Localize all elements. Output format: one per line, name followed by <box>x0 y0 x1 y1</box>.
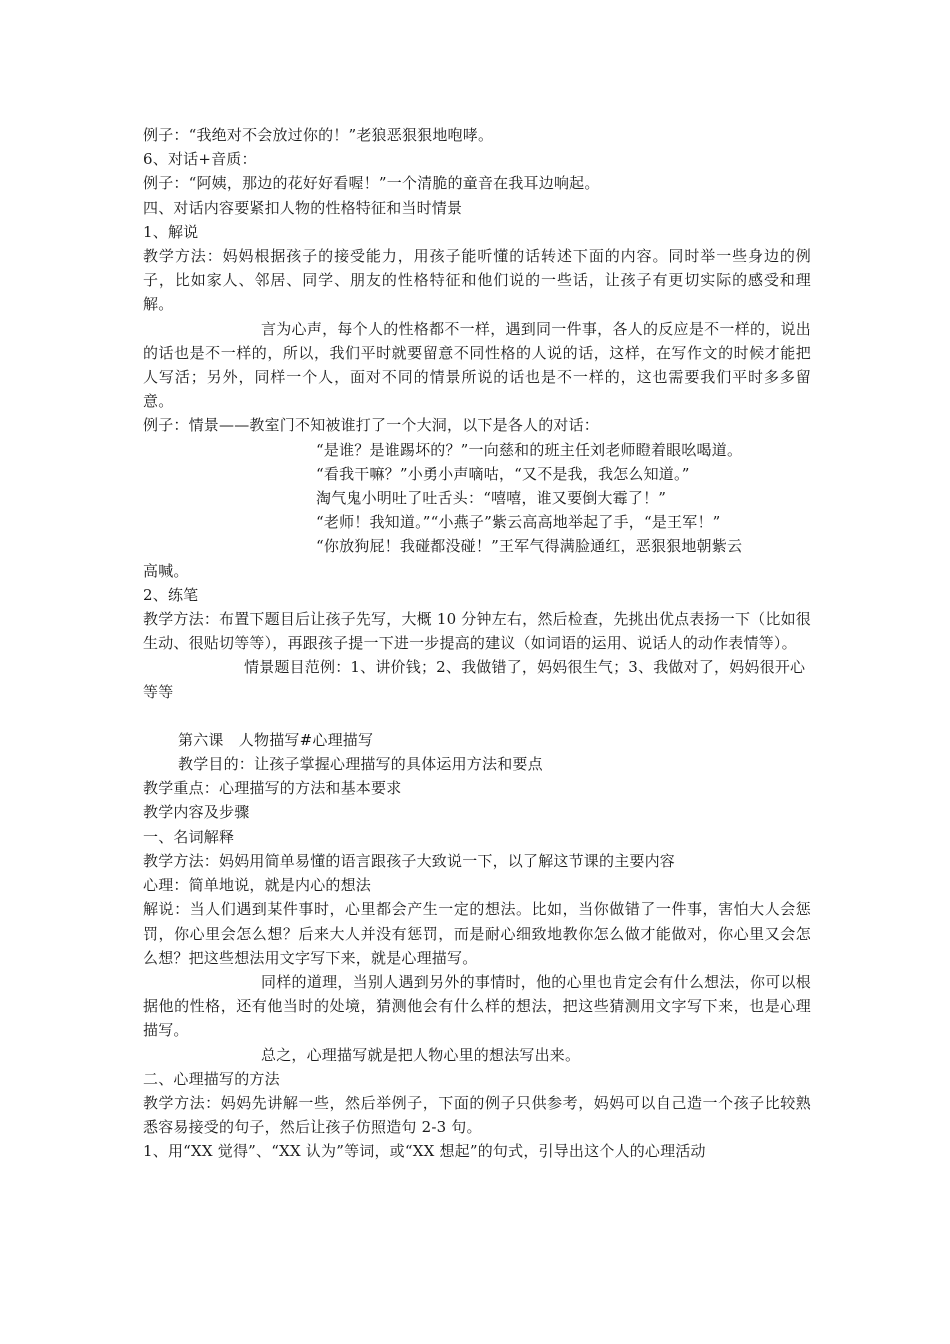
lesson-goal: 教学目的：让孩子掌握心理描写的具体运用方法和要点 <box>178 755 543 774</box>
body-paragraph: 言为心声，每个人的性格都不一样，遇到同一件事，各人的反应是不一样的，说出的话也是不一样的，所以，我们平时就要留意不同性格的人说的话，这样，在写作文的时候才能把人写活；另外，同样一个人，面对不同的情景所说的话也是不一样的，这也需要我们平时多多留意。 <box>143 319 811 411</box>
dialogue-line: “老师！我知道。”“小燕子”紫云高高地举起了手，“是王军！” <box>316 513 721 532</box>
section-heading: 二、心理描写的方法 <box>143 1069 280 1088</box>
teaching-method-paragraph: 教学方法：妈妈先讲解一些，然后举例子，下面的例子只供参考，妈妈可以自己造一个孩子比较熟悉容易接受的句子，然后让孩子仿照造句 2-3 句。 <box>143 1093 811 1137</box>
teaching-method-line: 教学方法：妈妈用简单易懂的语言跟孩子大致说一下，以了解这节课的主要内容 <box>143 851 676 870</box>
body-paragraph: 同样的道理，当别人遇到另外的事情时，他的心里也肯定会有什么想法，你可以根据他的性格，还有他当时的处境，猜测他会有什么样的想法，把这些猜测用文字写下来，也是心理描写。 <box>143 972 811 1040</box>
teaching-method-paragraph: 教学方法：布置下题目后让孩子先写，大概 10 分钟左右，然后检查，先挑出优点表扬一下（比如很生动、很贴切等等），再跟孩子提一下进一步提高的建议（如词语的运用、说话人的动作表情等）。 <box>143 610 811 653</box>
dialogue-line: “是谁？是谁踢坏的？”一向慈和的班主任刘老师瞪着眼吆喝道。 <box>316 440 743 459</box>
scenario-wrap: 等等 <box>143 682 174 701</box>
item-heading: 6、对话+音质： <box>143 150 257 169</box>
dialogue-wrap: 高喊。 <box>143 561 189 580</box>
document-page <box>143 123 811 1164</box>
example-intro: 例子：情景——教室门不知被谁打了一个大洞，以下是各人的对话： <box>143 416 600 435</box>
lesson-key: 教学重点：心理描写的方法和基本要求 <box>143 779 402 798</box>
section-heading: 四、对话内容要紧扣人物的性格特征和当时情景 <box>143 198 463 217</box>
item-heading: 2、练笔 <box>143 585 199 604</box>
teaching-method-paragraph: 教学方法：妈妈根据孩子的接受能力，用孩子能听懂的话转述下面的内容。同时举一些身边的例子，比如家人、邻居、同学、朋友的性格特征和他们说的一些话，让孩子有更切实际的感受和理解。 <box>143 247 811 314</box>
dialogue-line: 淘气鬼小明吐了吐舌头：“嘻嘻，谁又要倒大霉了！” <box>316 489 667 508</box>
item-heading: 1、解说 <box>143 222 199 241</box>
lesson-steps: 教学内容及步骤 <box>143 803 250 822</box>
dialogue-line: “看我干嘛？”小勇小声嘀咕，“又不是我，我怎么知道。” <box>316 464 690 483</box>
term-definition: 心理：简单地说，就是内心的想法 <box>143 876 372 895</box>
summary-line: 总之，心理描写就是把人物心里的想法写出来。 <box>261 1045 581 1064</box>
example-line: 例子：“阿姨，那边的花好好看喔！”一个清脆的童音在我耳边响起。 <box>143 174 600 193</box>
section-heading: 一、名词解释 <box>143 827 235 846</box>
example-line: 例子：“我绝对不会放过你的！”老狼恶狠狠地咆哮。 <box>143 126 494 144</box>
explanation-paragraph: 解说：当人们遇到某件事时，心里都会产生一定的想法。比如，当你做错了一件事，害怕大人会惩罚，你心里会怎么想？后来大人并没有惩罚，而是耐心细致地教你怎么做才能做对，你心里又会怎么想？把这些想法用文字写下来，就是心理描写。 <box>143 900 811 967</box>
lesson-title: 第六课 人物描写#心理描写 <box>178 730 374 749</box>
method-item: 1、用“XX 觉得”、“XX 认为”等词，或“XX 想起”的句式，引导出这个人的心理活动 <box>143 1142 706 1161</box>
spacer <box>143 704 811 728</box>
dialogue-line: “你放狗屁！我碰都没碰！”王军气得满脸通红，恶狠狠地朝紫云 <box>316 537 743 556</box>
scenario-examples: 情景题目范例：1、讲价钱；2、我做错了，妈妈很生气；3、我做对了，妈妈很开心 <box>244 658 806 677</box>
